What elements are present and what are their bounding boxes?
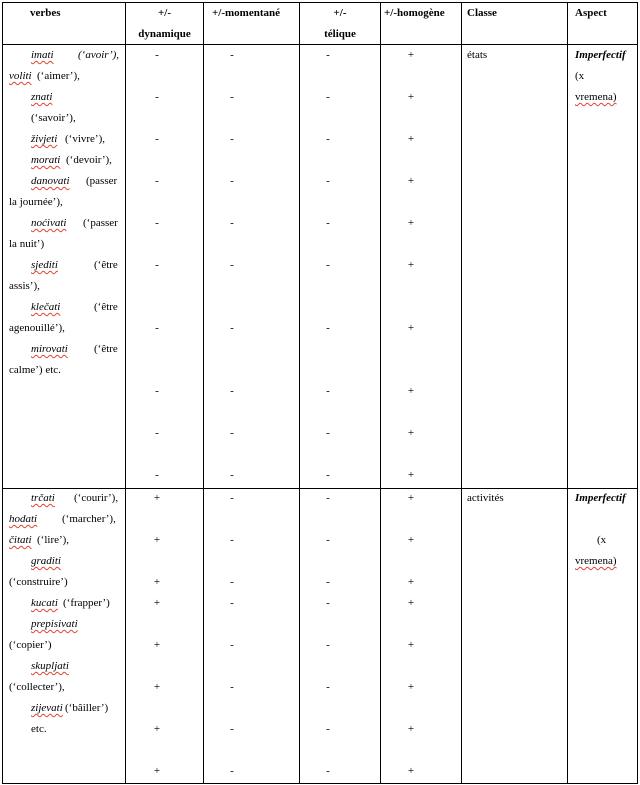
value-telique: - xyxy=(326,765,330,777)
header-aspect: Aspect xyxy=(575,7,607,19)
table-border-top xyxy=(2,2,638,3)
value-telique: - xyxy=(326,217,330,229)
value-momentane: - xyxy=(230,175,234,187)
gloss: (‘copier’) xyxy=(9,639,52,651)
header-dynamique-line1: +/- xyxy=(158,7,171,19)
table-border-left xyxy=(2,2,3,784)
value-homogene: + xyxy=(407,175,415,187)
value-momentane: - xyxy=(230,469,234,481)
value-homogene: + xyxy=(407,259,415,271)
value-homogene: + xyxy=(407,133,415,145)
value-momentane: - xyxy=(230,639,234,651)
header-dynamique-line2: dynamique xyxy=(138,28,191,40)
value-momentane: - xyxy=(230,259,234,271)
value-telique: - xyxy=(326,175,330,187)
verb: graditi xyxy=(31,555,61,567)
value-dynamique: + xyxy=(153,681,161,693)
value-momentane: - xyxy=(230,492,234,504)
value-homogene: + xyxy=(407,322,415,334)
aspect-note: (x xyxy=(575,70,585,82)
gloss: (‘devoir’), xyxy=(66,154,112,166)
gloss: (‘vivre’), xyxy=(65,133,106,145)
value-dynamique: + xyxy=(153,534,161,546)
header-verbes: verbes xyxy=(30,7,61,19)
gloss: (‘être xyxy=(94,343,118,355)
value-homogene: + xyxy=(407,469,415,481)
value-homogene: + xyxy=(407,576,415,588)
value-telique: - xyxy=(326,723,330,735)
aspect-label: Imperfectif xyxy=(575,492,626,504)
group-divider xyxy=(2,488,638,489)
value-homogene: + xyxy=(407,91,415,103)
value-dynamique: - xyxy=(155,427,159,439)
header-telique-line2: télique xyxy=(324,28,356,40)
verb: sjediti xyxy=(31,259,58,271)
gloss: (passer xyxy=(86,175,118,187)
value-dynamique: - xyxy=(155,385,159,397)
value-telique: - xyxy=(326,597,330,609)
gloss: la journée’), xyxy=(9,196,63,208)
table-border-right xyxy=(637,2,638,784)
verb: čitati xyxy=(9,534,32,546)
verb: klečati xyxy=(31,301,61,313)
value-homogene: + xyxy=(407,217,415,229)
aspect-note: vremena) xyxy=(575,555,617,567)
gloss: (‘aimer’), xyxy=(37,70,80,82)
value-telique: - xyxy=(326,681,330,693)
verb: živjeti xyxy=(31,133,58,145)
gloss: (‘marcher’), xyxy=(62,513,116,525)
value-dynamique: + xyxy=(153,597,161,609)
value-telique: - xyxy=(326,492,330,504)
verb: voliti xyxy=(9,70,32,82)
value-dynamique: + xyxy=(153,576,161,588)
gloss: (‘être xyxy=(94,301,118,313)
value-momentane: - xyxy=(230,681,234,693)
verb: zijevati xyxy=(31,702,63,714)
value-dynamique: - xyxy=(155,133,159,145)
gloss: assis’), xyxy=(9,280,40,292)
value-dynamique: - xyxy=(155,175,159,187)
value-dynamique: - xyxy=(155,49,159,61)
gloss: (‘savoir’), xyxy=(31,112,76,124)
value-momentane: - xyxy=(230,534,234,546)
gloss: (‘avoir’), xyxy=(78,49,120,61)
aspect-label: Imperfectif xyxy=(575,49,626,61)
value-dynamique: - xyxy=(155,217,159,229)
value-momentane: - xyxy=(230,576,234,588)
gloss: la nuit’) xyxy=(9,238,45,250)
value-telique: - xyxy=(326,639,330,651)
header-homogene: +/-homogène xyxy=(384,7,445,19)
value-homogene: + xyxy=(407,492,415,504)
header-momentane: +/-momentané xyxy=(212,7,280,19)
value-dynamique: + xyxy=(153,639,161,651)
header-divider xyxy=(2,44,638,45)
value-dynamique: - xyxy=(155,322,159,334)
gloss: (‘être xyxy=(94,259,118,271)
verb: morati xyxy=(31,154,61,166)
verb: danovati xyxy=(31,175,70,187)
value-telique: - xyxy=(326,133,330,145)
verb: skupljati xyxy=(31,660,69,672)
value-momentane: - xyxy=(230,597,234,609)
value-dynamique: - xyxy=(155,91,159,103)
verb: mirovati xyxy=(31,343,68,355)
value-dynamique: - xyxy=(155,259,159,271)
aspect-note: vremena) xyxy=(575,91,617,103)
value-homogene: + xyxy=(407,639,415,651)
gloss: (‘construire’) xyxy=(9,576,68,588)
value-telique: - xyxy=(326,469,330,481)
column-divider xyxy=(567,2,568,784)
value-momentane: - xyxy=(230,217,234,229)
gloss: (‘collecter’), xyxy=(9,681,65,693)
value-telique: - xyxy=(326,534,330,546)
gloss: agenouillé’), xyxy=(9,322,65,334)
value-momentane: - xyxy=(230,91,234,103)
value-momentane: - xyxy=(230,133,234,145)
value-momentane: - xyxy=(230,49,234,61)
gloss: (‘frapper’) xyxy=(63,597,110,609)
value-momentane: - xyxy=(230,723,234,735)
verb: prepisivati xyxy=(31,618,78,630)
value-momentane: - xyxy=(230,385,234,397)
value-dynamique: + xyxy=(153,765,161,777)
gloss: etc. xyxy=(31,723,47,735)
verb: trčati xyxy=(31,492,55,504)
gloss: calme’) etc. xyxy=(9,364,61,376)
value-homogene: + xyxy=(407,597,415,609)
value-telique: - xyxy=(326,385,330,397)
value-momentane: - xyxy=(230,765,234,777)
value-homogene: + xyxy=(407,723,415,735)
verb: kucati xyxy=(31,597,58,609)
value-telique: - xyxy=(326,49,330,61)
value-momentane: - xyxy=(230,322,234,334)
group2-classe: activités xyxy=(467,492,504,504)
gloss: (‘courir’), xyxy=(74,492,119,504)
value-telique: - xyxy=(326,322,330,334)
group1-classe: états xyxy=(467,49,488,61)
verb: hodati xyxy=(9,513,38,525)
value-homogene: + xyxy=(407,765,415,777)
value-homogene: + xyxy=(407,385,415,397)
value-telique: - xyxy=(326,576,330,588)
value-telique: - xyxy=(326,91,330,103)
value-homogene: + xyxy=(407,49,415,61)
value-homogene: + xyxy=(407,427,415,439)
value-momentane: - xyxy=(230,427,234,439)
header-telique-line1: +/- xyxy=(333,7,347,19)
gloss: (‘bâiller’) xyxy=(65,702,109,714)
value-homogene: + xyxy=(407,534,415,546)
value-homogene: + xyxy=(407,681,415,693)
gloss: (‘lire’), xyxy=(37,534,70,546)
verb: imati xyxy=(31,49,54,61)
value-telique: - xyxy=(326,427,330,439)
value-dynamique: + xyxy=(153,723,161,735)
value-dynamique: - xyxy=(155,469,159,481)
value-telique: - xyxy=(326,259,330,271)
verb: noćivati xyxy=(31,217,67,229)
table-border-bottom xyxy=(2,783,638,784)
column-divider xyxy=(461,2,462,784)
aspect-note: (x xyxy=(597,534,607,546)
verb: znati xyxy=(31,91,53,103)
header-classe: Classe xyxy=(467,7,497,19)
gloss: (‘passer xyxy=(83,217,118,229)
value-dynamique: + xyxy=(153,492,161,504)
